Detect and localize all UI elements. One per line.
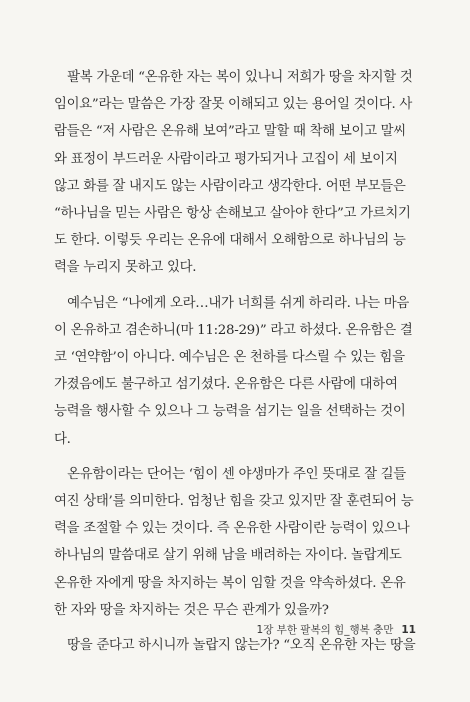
text-line: 코 ‘연약함’이 아니다. 예수님은 온 천하를 다스릴 수 있는 힘을 <box>54 350 405 366</box>
paragraph <box>54 64 424 282</box>
text-line: 력을 누리지 못하고 있다. <box>54 260 197 276</box>
paragraph <box>54 290 424 453</box>
text-line: 임이요”라는 말씀은 가장 잘못 이해되고 있는 용어일 것이다. 사 <box>54 97 413 113</box>
text-line: 람들은 “저 사람은 온유해 보여”라고 말할 때 착해 보이고 말씨 <box>54 124 406 140</box>
text-line: 다. <box>54 431 71 447</box>
text-line: 팔복 가운데 “온유한 자는 복이 있나니 저희가 땅을 차지할 것 <box>54 70 413 85</box>
text-line: 여진 상태’를 의미한다. 엄청난 힘을 갖고 있지만 잘 훈련되어 능 <box>54 494 414 510</box>
text-line: 예수님은 “나에게 오라…내가 너희를 쉬게 하리라. 나는 마음 <box>54 295 409 311</box>
text-line: 와 표정이 부드러운 사람이라고 평가되거나 고집이 세 보이지 <box>54 151 398 167</box>
text-line: 한 자와 땅을 차지하는 것은 무슨 관계가 있을까? <box>54 602 329 618</box>
page-footer <box>257 622 416 637</box>
text-line: 않고 화를 잘 내지도 않는 사람이라고 생각한다. 어떤 부모들은 <box>54 178 406 194</box>
text-line: 가졌음에도 불구하고 섬기셨다. 온유함은 다른 사람에 대하여 <box>54 377 398 393</box>
page-number: 11 <box>401 624 416 636</box>
body-text <box>54 64 424 667</box>
text-line: 하나님의 말씀대로 살기 위해 남을 배려하는 자이다. 놀랍게도 <box>54 548 402 564</box>
running-head: 1장 부한 팔복의 힘_행복 충만 <box>256 624 394 636</box>
text-line: 온유함이라는 단어는 ‘힘이 센 야생마가 주인 뜻대로 잘 길들 <box>54 466 406 482</box>
text-line: “하나님을 믿는 사람은 항상 손해보고 살아야 한다”고 가르치기 <box>54 206 411 222</box>
text-line: 능력을 행사할 수 있으나 그 능력을 섬기는 일을 선택하는 것이 <box>54 404 406 420</box>
text-line: 이 온유하고 겸손하니(마 11:28-29)” 라고 하셨다. 온유함은 결 <box>54 322 413 338</box>
text-line: 도 한다. 이렇듯 우리는 온유에 대해서 오해함으로 하나님의 능 <box>54 233 406 249</box>
text-line: 땅을 준다고 하시니까 놀랍지 않는가? “오직 온유한 자는 땅을 <box>54 638 416 654</box>
text-line: 온유한 자에게 땅을 차지하는 복이 임할 것을 약속하셨다. 온유 <box>54 575 406 591</box>
paragraph <box>54 461 424 624</box>
text-line: 력을 조절할 수 있는 것이다. 즉 온유한 사람이란 능력이 있으나 <box>54 521 410 537</box>
